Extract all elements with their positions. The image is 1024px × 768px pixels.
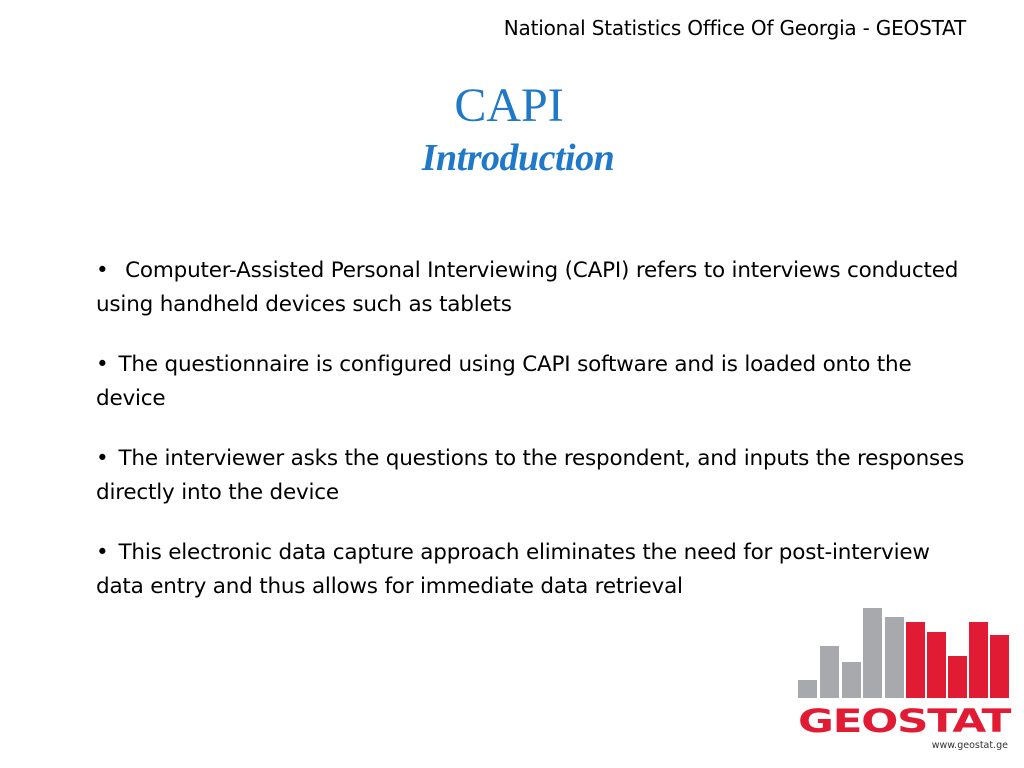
bullet-marker: • [96, 352, 109, 377]
bullet-item [96, 442, 976, 510]
logo-url: www.geostat.ge [931, 740, 1008, 751]
title-block [0, 78, 1024, 180]
bullet-text: The questionnaire is configured using CAPI software and is loaded onto the device [96, 352, 912, 411]
slide-title: CAPI [454, 79, 564, 132]
logo-gray-bars [798, 608, 904, 698]
bullet-list [96, 254, 976, 630]
bullet-text: Computer-Assisted Personal Interviewing (CAPI) refers to interviews conducted using handheld devices such as tablets [96, 258, 959, 317]
logo-wordmark: GEOSTAT [798, 702, 1012, 740]
bullet-item [96, 536, 976, 604]
organization-header: National Statistics Office Of Georgia - GEOSTAT [503, 16, 966, 40]
bullet-item [96, 254, 976, 322]
logo-red-bars [906, 622, 1009, 698]
bullet-marker: • [96, 446, 109, 471]
slide-subtitle: Introduction [421, 137, 615, 179]
geostat-logo [792, 604, 1016, 754]
bullet-item [96, 348, 976, 416]
bullet-text: This electronic data capture approach eliminates the need for post-interview data entry and thus allows for immediate data retrieval [96, 540, 930, 599]
bullet-marker: • [96, 540, 109, 565]
bullet-text: The interviewer asks the questions to the respondent, and inputs the responses directly into the device [96, 446, 965, 505]
bullet-marker: • [96, 258, 109, 283]
